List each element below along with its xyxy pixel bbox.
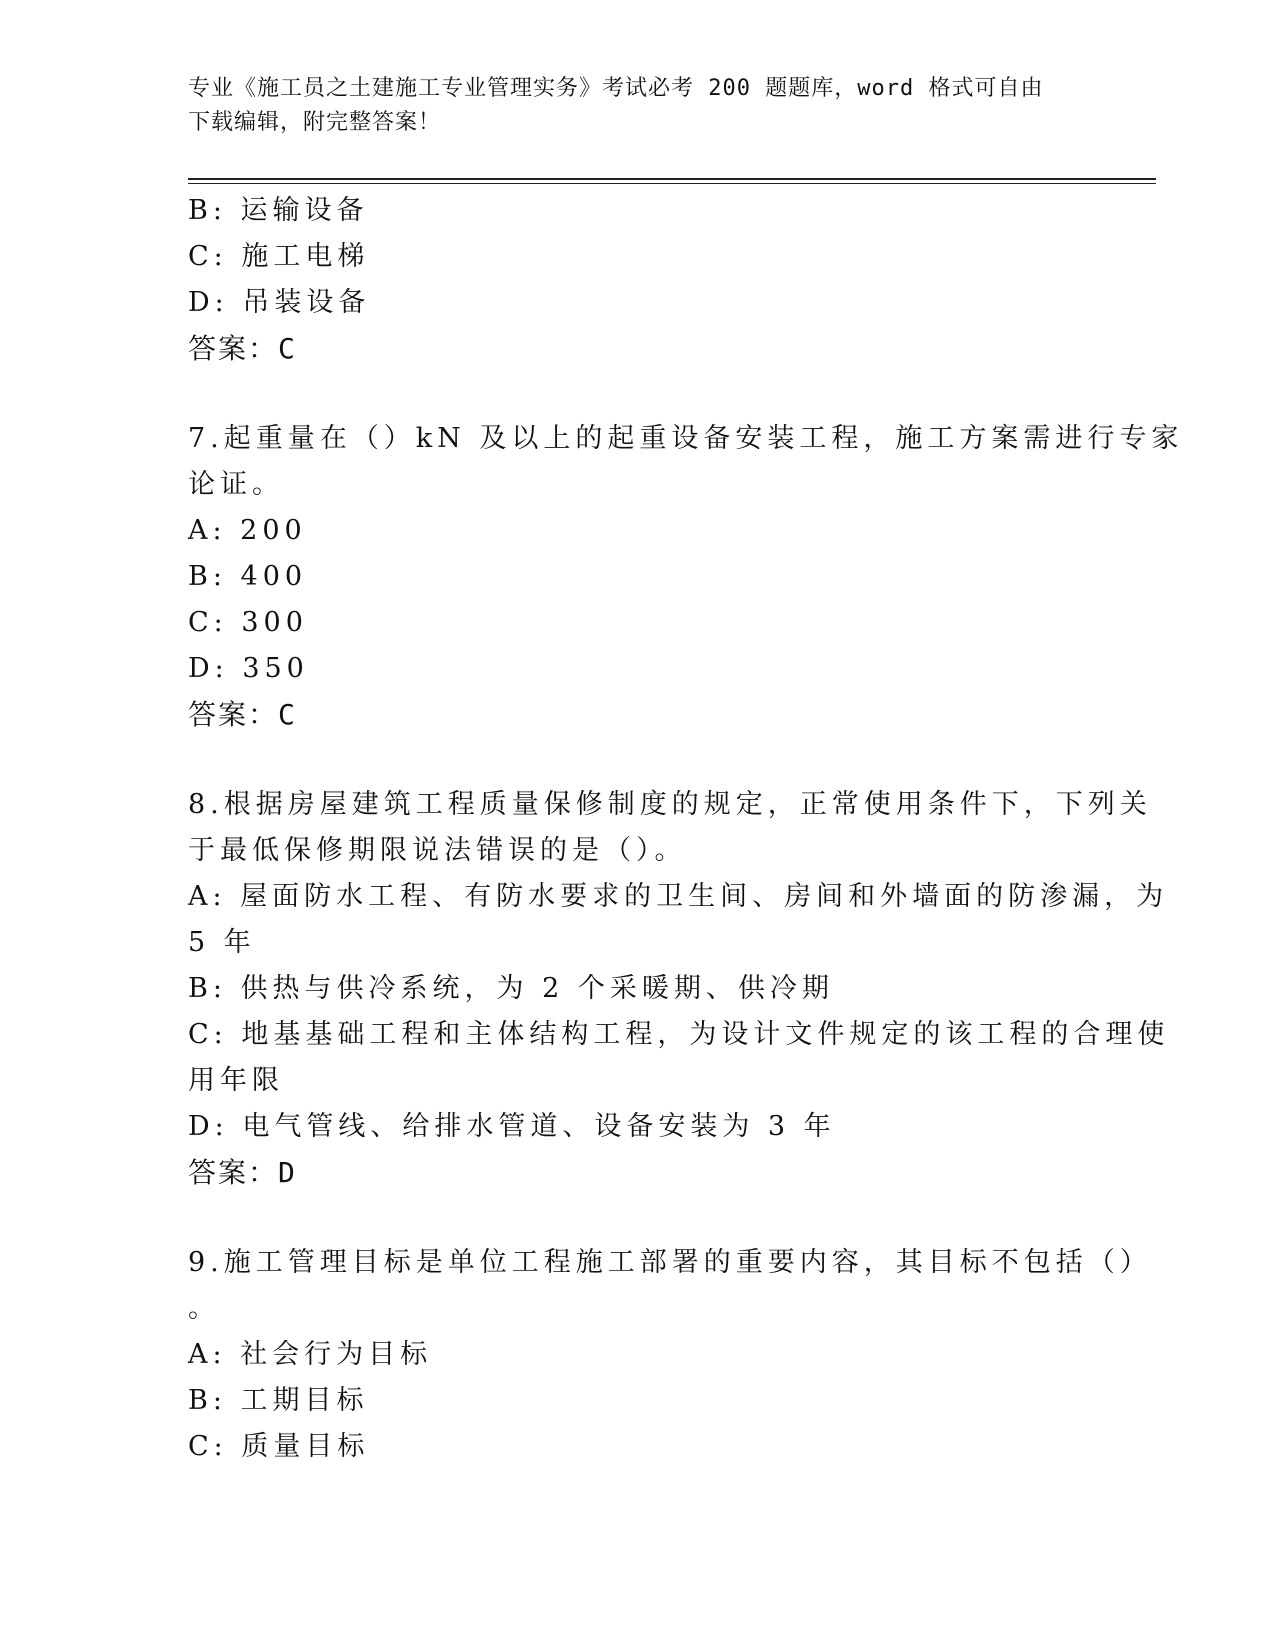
header-divider-thin [188,183,1156,184]
option-b: B: 供热与供冷系统，为 2 个采暖期、供冷期 [188,973,834,1004]
answer-line: 答案：D [188,1156,297,1189]
question-9-block [188,1240,1152,1470]
option-c: C: 施工电梯 [188,241,370,272]
document-body [188,188,1184,1470]
answer-line: 答案：C [188,698,297,731]
option-c: C: 300 [188,607,308,638]
answer-line: 答案：C [188,332,297,365]
question-text-line: 于最低保修期限说法错误的是（）。 [188,835,687,866]
header-divider-thick [188,178,1156,180]
option-c: C: 地基基础工程和主体结构工程，为设计文件规定的该工程的合理使 [188,1019,1170,1050]
question-prev-block [188,188,1088,372]
header-line-2: 下载编辑，附完整答案！ [188,110,442,135]
question-text-line: 9.施工管理目标是单位工程施工部署的重要内容，其目标不包括（） [188,1247,1152,1278]
option-b: B: 运输设备 [188,195,369,226]
question-8-block [188,782,1170,1196]
option-d: D: 电气管线、给排水管道、设备安装为 3 年 [188,1111,836,1142]
option-a: A: 屋面防水工程、有防水要求的卫生间、房间和外墙面的防渗漏，为 [188,881,1169,912]
option-d: D: 吊装设备 [188,287,371,318]
option-a: A: 200 [188,515,307,546]
question-text-line: 7.起重量在（）kN 及以上的起重设备安装工程，施工方案需进行专家 [188,423,1184,454]
spacer [188,372,1088,416]
question-7-block [188,416,1184,738]
document-header [188,72,1088,140]
option-a-continuation: 5 年 [188,927,256,958]
question-text-line: 8.根据房屋建筑工程质量保修制度的规定，正常使用条件下，下列关 [188,789,1152,820]
option-b: B: 400 [188,561,308,592]
option-a: A: 社会行为目标 [188,1339,433,1370]
option-d: D: 350 [188,653,309,684]
question-text-line: 。 [188,1293,220,1324]
header-line-1: 专业《施工员之土建施工专业管理实务》考试必考 200 题题库，word 格式可自由 [188,76,1044,101]
option-c: C: 质量目标 [188,1431,370,1462]
option-b: B: 工期目标 [188,1385,369,1416]
question-text-line: 论证。 [188,469,284,500]
spacer [188,738,1088,782]
option-c-continuation: 用年限 [188,1065,284,1096]
spacer [188,1196,1088,1240]
